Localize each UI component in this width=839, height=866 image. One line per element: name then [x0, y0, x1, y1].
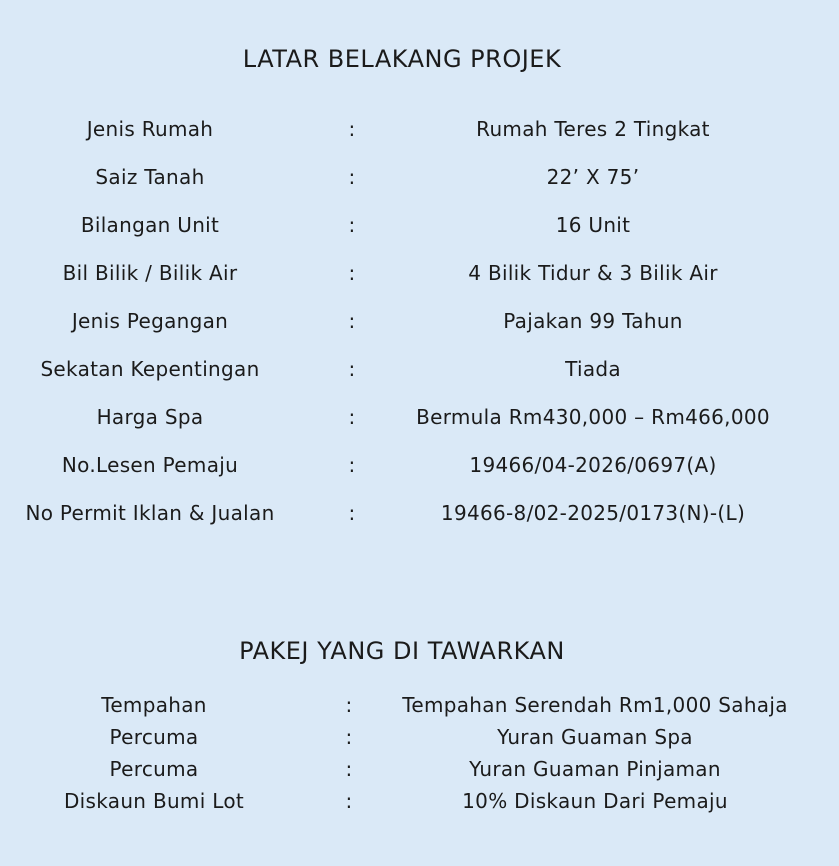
package-row-percuma-spa [0, 722, 839, 752]
row-label: Bilangan Unit [80, 213, 220, 237]
row-label: Percuma [109, 757, 199, 781]
row-separator: : [345, 757, 353, 781]
row-label: Diskaun Bumi Lot [63, 789, 245, 813]
row-label: No.Lesen Pemaju [61, 453, 239, 477]
row-separator: : [348, 117, 356, 141]
row-value: 16 Unit [555, 213, 631, 237]
row-value: 19466/04-2026/0697(A) [469, 453, 717, 477]
row-separator: : [345, 693, 353, 717]
section-title-project-background: LATAR BELAKANG PROJEK [242, 45, 562, 73]
row-value: Rumah Teres 2 Tingkat [476, 117, 710, 141]
row-label: Bil Bilik / Bilik Air [62, 261, 238, 285]
info-row-lesen-pemaju [0, 450, 839, 480]
row-separator: : [345, 725, 353, 749]
info-row-sekatan-kepentingan [0, 354, 839, 384]
row-separator: : [348, 165, 356, 189]
row-value: Tempahan Serendah Rm1,000 Sahaja [402, 693, 788, 717]
row-separator: : [348, 501, 356, 525]
row-label: No Permit Iklan & Jualan [25, 501, 275, 525]
row-separator: : [348, 261, 356, 285]
info-row-harga-spa [0, 402, 839, 432]
row-separator: : [348, 357, 356, 381]
row-value: 4 Bilik Tidur & 3 Bilik Air [468, 261, 718, 285]
row-separator: : [348, 309, 356, 333]
package-row-percuma-pinjaman [0, 754, 839, 784]
row-separator: : [348, 405, 356, 429]
row-value: 22’ X 75’ [546, 165, 640, 189]
row-value: 19466-8/02-2025/0173(N)-(L) [440, 501, 746, 525]
row-value: Yuran Guaman Pinjaman [469, 757, 721, 781]
row-separator: : [348, 213, 356, 237]
info-row-jenis-rumah [0, 114, 839, 144]
row-value: Bermula Rm430,000 – Rm466,000 [416, 405, 770, 429]
row-label: Percuma [109, 725, 199, 749]
row-separator: : [348, 453, 356, 477]
row-label: Tempahan [101, 693, 207, 717]
info-row-permit-iklan [0, 498, 839, 528]
package-row-tempahan [0, 690, 839, 720]
row-label: Sekatan Kepentingan [40, 357, 260, 381]
info-row-jenis-pegangan [0, 306, 839, 336]
row-value: Tiada [565, 357, 621, 381]
info-row-bilangan-unit [0, 210, 839, 240]
row-label: Jenis Rumah [86, 117, 214, 141]
row-separator: : [345, 789, 353, 813]
row-label: Jenis Pegangan [71, 309, 229, 333]
info-row-bil-bilik [0, 258, 839, 288]
row-value: 10% Diskaun Dari Pemaju [462, 789, 728, 813]
section-title-package: PAKEJ YANG DI TAWARKAN [239, 637, 565, 665]
row-value: Yuran Guaman Spa [497, 725, 693, 749]
info-row-saiz-tanah [0, 162, 839, 192]
row-value: Pajakan 99 Tahun [503, 309, 683, 333]
package-row-diskaun-bumi [0, 786, 839, 816]
row-label: Harga Spa [96, 405, 204, 429]
row-label: Saiz Tanah [95, 165, 205, 189]
